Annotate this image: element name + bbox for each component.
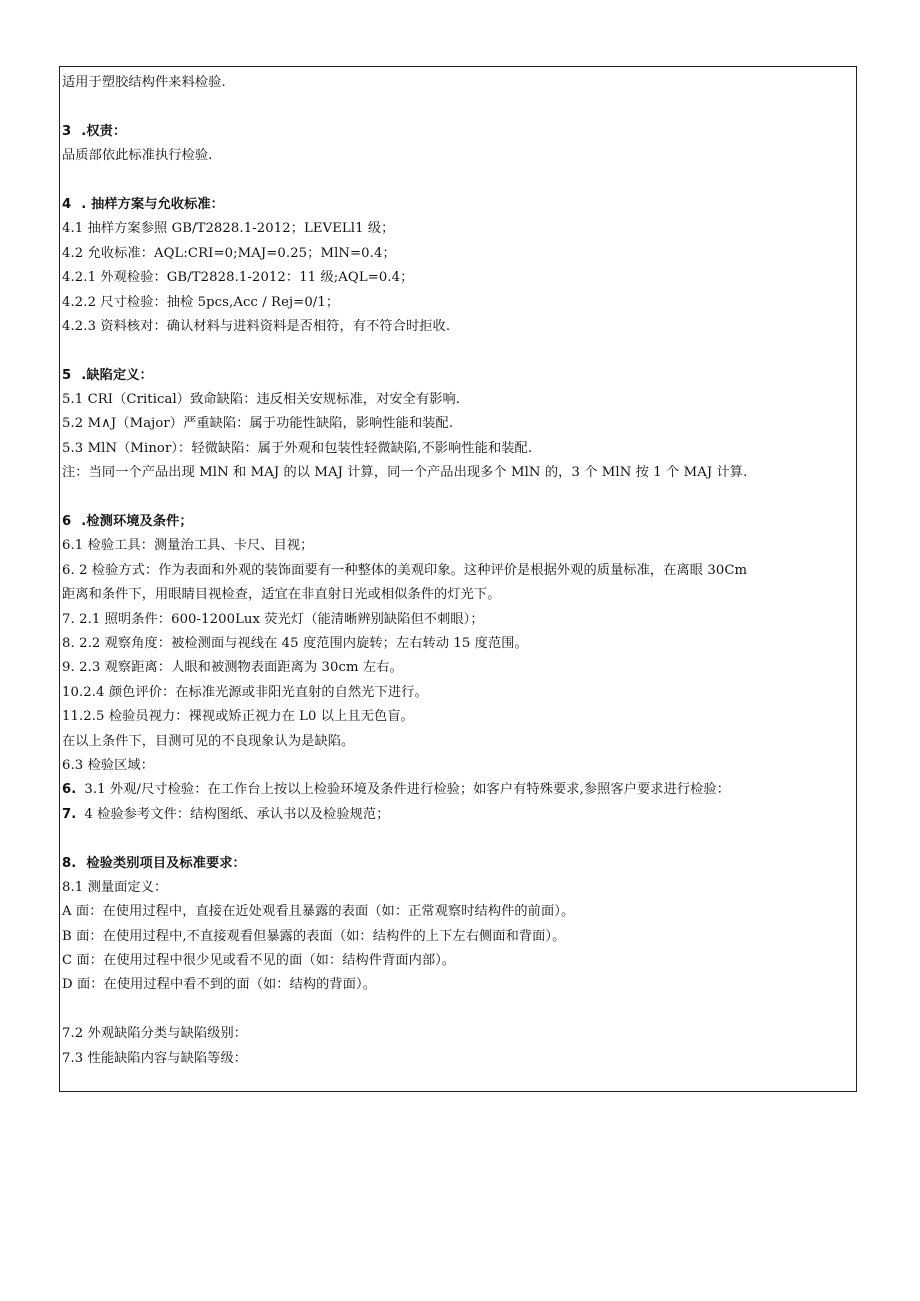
section-8-line: B 面：在使用过程中,不直接观看但暴露的表面（如：结构件的上下左右侧面和背面）。 [62, 928, 566, 944]
section-5-line: 5.1 CRI（Critical）致命缺陷：违反相关安规标准，对安全有影响. [62, 392, 461, 408]
section-6-line: 距离和条件下，用眼睛目视检查，适宜在非直射日光或相似条件的灯光下。 [62, 587, 501, 603]
section-8-title: 检验类别项目及标准要求： [86, 855, 246, 871]
spacer [62, 486, 856, 510]
section-5-title: .缺陷定义： [81, 367, 153, 383]
spacer [62, 339, 856, 363]
section-6-bold-item [62, 803, 856, 827]
section-3-heading [62, 120, 856, 144]
spacer [62, 95, 856, 119]
section-4-heading [62, 193, 856, 217]
section-4-line: 4.2.2 尺寸检验：抽检 5pcs,Acc / Rej=0/1； [62, 294, 340, 310]
section-3-line: 品质部依此标准执行检验. [62, 148, 213, 164]
spacer [62, 169, 856, 193]
section-4-line: 4.2.1 外观检验：GB/T2828.1-2012：11 级;AQL=0.4； [62, 270, 414, 286]
section-6-line: 8. 2.2 观察角度：被检测面与视线在 45 度范围内旋转；左右转动 15 度范围。 [62, 635, 528, 651]
item-number: 6. [62, 782, 77, 798]
spacer [62, 998, 856, 1022]
item-text: 3.1 外观/尺寸检验：在工作台上按以上检验环境及条件进行检验；如客户有特殊要求,参照客户要求进行检验： [84, 782, 731, 798]
section-8-number: 8. [62, 855, 77, 871]
section-8-tail-line: 7.3 性能缺陷内容与缺陷等级： [62, 1050, 248, 1066]
section-5-heading [62, 364, 856, 388]
section-3-title: .权责： [81, 123, 127, 139]
section-4-line: 4.1 抽样方案参照 GB/T2828.1-2012；LEVELl1 级； [62, 221, 395, 237]
section-4-number: 4 [62, 196, 72, 212]
section-8-tail-line: 7.2 外观缺陷分类与缺陷级别： [62, 1026, 248, 1042]
section-8-line: 8.1 测量面定义： [62, 879, 168, 895]
section-4-line: 4.2 允收标准：AQL:CRI=0;MAJ=0.25；MlN=0.4； [62, 245, 396, 261]
section-6-heading [62, 510, 856, 534]
section-5-line: 5.3 MlN（Minor）：轻微缺陷：属于外观和包装性轻微缺陷,不影响性能和装配. [62, 440, 533, 456]
item-number: 7. [62, 806, 77, 822]
section-6-line: 9. 2.3 观察距离：人眼和被测物表面距离为 30cm 左右。 [62, 660, 403, 676]
section-8-line: C 面：在使用过程中很少见或看不见的面（如：结构件背面内部）。 [62, 953, 456, 969]
section-6-line: 6.1 检验工具：测量治工具、卡尺、目视； [62, 538, 314, 554]
section-6-line: 在以上条件下，目测可见的不良现象认为是缺陷。 [62, 733, 355, 749]
section-4-title: . 抽样方案与允收标准： [81, 196, 224, 212]
section-6-line: 10.2.4 颜色评价：在标准光源或非阳光直射的自然光下进行。 [62, 684, 428, 700]
section-6-title: .检测环境及条件； [81, 514, 193, 530]
section-3-number: 3 [62, 123, 72, 139]
section-5-number: 5 [62, 367, 72, 383]
section-8-line: D 面：在使用过程中看不到的面（如：结构的背面）。 [62, 977, 376, 993]
section-6-line: 7. 2.1 照明条件：600-1200Lux 荧光灯（能清晰辨别缺陷但不刺眼）； [62, 611, 484, 627]
section-8-line: A 面：在使用过程中，直接在近处观看且暴露的表面（如：正常观察时结构件的前面）。 [62, 904, 575, 920]
section-5-line: 5.2 M∧J（Major）严重缺陷：属于功能性缺陷，影响性能和装配. [62, 416, 454, 432]
spacer [62, 827, 856, 851]
section-6-bold-item [62, 778, 856, 802]
section-6-line: 6.3 检验区域： [62, 757, 155, 773]
section-6-line: 11.2.5 检验员视力：裸视或矫正视力在 L0 以上且无色盲。 [62, 709, 414, 725]
section-5-note: 注：当同一个产品出现 MlN 和 MAJ 的以 MAJ 计算，同一个产品出现多个 MlN 的，3 个 MlN 按 1 个 MAJ 计算. [62, 465, 748, 481]
section-6-number: 6 [62, 514, 72, 530]
section-4-line: 4.2.3 资料核对：确认材料与进料资料是否相符，有不符合时拒收. [62, 318, 451, 334]
document-frame [59, 66, 857, 1092]
section-6-line: 6. 2 检验方式：作为表面和外观的装饰面要有一种整体的美观印象。这种评价是根据外观的质量标准，在离眼 30Cm [62, 562, 748, 578]
intro-line: 适用于塑胶结构件来料检验. [62, 75, 226, 90]
section-8-heading [62, 852, 856, 876]
item-text: 4 检验参考文件：结构图纸、承认书以及检验规范； [84, 806, 390, 822]
